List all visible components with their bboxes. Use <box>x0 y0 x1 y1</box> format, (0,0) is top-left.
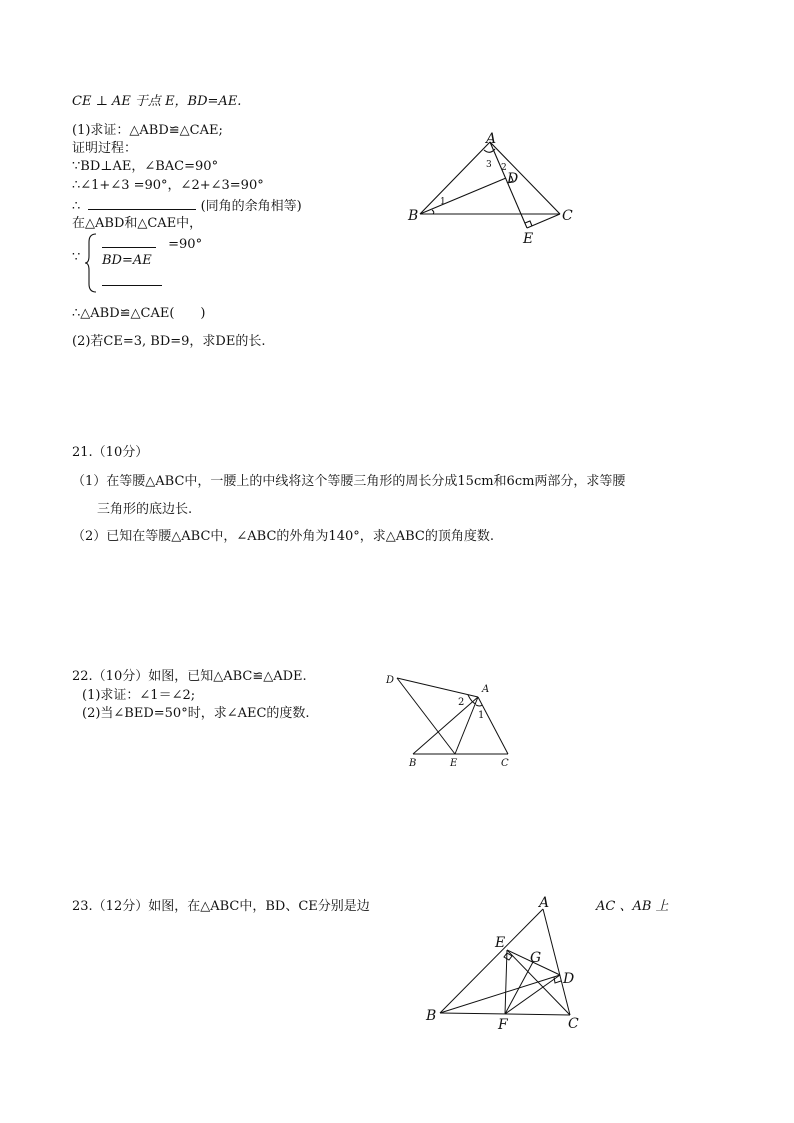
q20-label-c: C <box>562 208 573 224</box>
q21-header: 21.（10分） <box>72 445 149 460</box>
q20-angle-3: 3 <box>486 160 492 170</box>
q20-label-b: B <box>408 208 419 224</box>
q20-because-symbol: ∵ <box>72 250 81 265</box>
q20-angle-arc-b <box>432 210 434 214</box>
q23-figure <box>420 895 600 1035</box>
q22-label-d: D <box>386 675 395 686</box>
q22-label-a: A <box>482 684 490 695</box>
q23-label-c: C <box>568 1016 579 1032</box>
q22-figure <box>380 670 530 770</box>
q20-label-a: A <box>486 131 497 147</box>
q21-part1-line2: 三角形的底边长. <box>97 502 193 517</box>
q20-therefore2-reason: (同角的余角相等) <box>200 199 302 214</box>
q20-label-e: E <box>523 231 534 247</box>
q22-label-c: C <box>501 758 509 769</box>
q22-seg-ab <box>413 697 478 754</box>
q21-part1-line1: （1）在等腰△ABC中，一腰上的中线将这个等腰三角形的周长分成15cm和6cm两部分，求等腰 <box>72 474 626 489</box>
q23-seg-ac <box>543 909 570 1015</box>
q20-angle-2: 2 <box>501 163 507 173</box>
q20-cond1-suffix: =90° <box>168 237 203 252</box>
q22-seg-ac <box>478 697 508 754</box>
q23-label-a: A <box>539 895 550 911</box>
q20-part2: (2)若CE=3, BD=9，求DE的长. <box>72 334 266 349</box>
q23-label-e: E <box>495 935 506 951</box>
q20-cond3 <box>102 273 162 291</box>
q20-part1: (1)求证：△ABD≌△CAE; <box>72 123 223 138</box>
q23-seg-fg <box>505 962 533 1014</box>
q21-part2: （2）已知在等腰△ABC中，∠ABC的外角为140°，求△ABC的顶角度数. <box>72 529 494 544</box>
q20-proof-label: 证明过程： <box>72 141 138 156</box>
q22-angle-1: 1 <box>478 710 485 721</box>
q20-figure <box>400 130 590 250</box>
q20-brace <box>84 232 98 294</box>
q22-part2: (2)当∠BED=50°时，求∠AEC的度数. <box>82 706 310 721</box>
q20-cond2: BD=AE <box>102 253 152 268</box>
q23-label-f: F <box>498 1017 508 1033</box>
q22-angle-arc-1 <box>476 705 482 706</box>
q20-angle-1: 1 <box>440 197 446 207</box>
q22-part1: (1)求证：∠1＝∠2; <box>82 688 196 703</box>
q22-label-e: E <box>450 758 458 769</box>
q23-seg-ef <box>505 950 507 1014</box>
q20-answer-blank-1[interactable] <box>88 197 196 210</box>
q20-therefore2 <box>72 197 302 215</box>
q20-seg-bd <box>420 178 506 214</box>
q20-label-d: D <box>507 171 519 187</box>
q20-therefore1: ∴∠1+∠3 =90°，∠2+∠3=90° <box>72 178 264 193</box>
q22-header: 22.（10分）如图，已知△ABC≌△ADE. <box>72 669 307 684</box>
q23-label-g: G <box>530 950 542 966</box>
q20-answer-blank-3[interactable] <box>102 273 162 286</box>
q23-seg-fd <box>505 975 560 1014</box>
q23-seg-bd <box>440 975 560 1013</box>
q20-cond1 <box>102 235 202 253</box>
q23-label-d: D <box>563 971 575 987</box>
q23-tail: AC 、AB 上 <box>596 899 669 914</box>
q20-answer-blank-2[interactable] <box>102 235 156 248</box>
q20-therefore2-prefix: ∴ <box>72 199 81 214</box>
q23-header: 23.（12分）如图，在△ABC中，BD、CE分别是边 <box>72 899 370 914</box>
q22-label-b: B <box>409 758 417 769</box>
q22-angle-2: 2 <box>458 697 465 708</box>
q23-label-b: B <box>426 1008 437 1024</box>
q20-seg-ab <box>420 142 490 214</box>
q20-in-triangles: 在△ABD和△CAE中， <box>72 216 203 231</box>
q20-seg-ac <box>490 142 560 214</box>
q20-conclusion: ∴△ABD≌△CAE( ) <box>72 306 206 321</box>
q20-line0: CE ⊥ AE 于点 E，BD=AE. <box>72 94 242 109</box>
q20-because1: ∵BD⊥AE，∠BAC=90° <box>72 159 219 174</box>
